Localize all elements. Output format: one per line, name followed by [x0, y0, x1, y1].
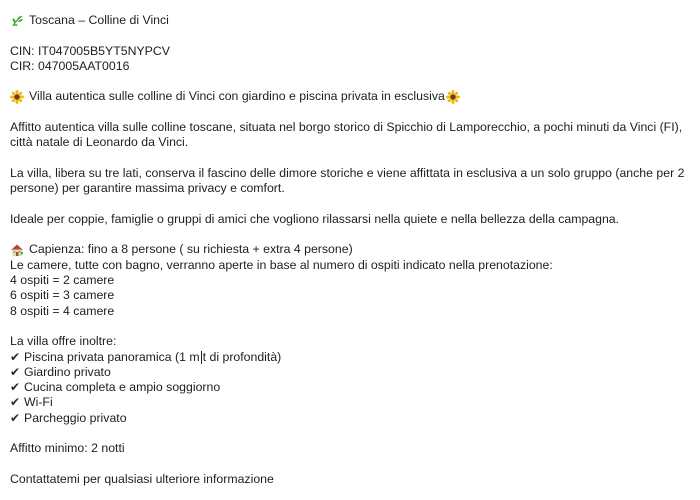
ideal-paragraph: Ideale per coppie, famiglie o gruppi di amici che vogliono rilassarsi nella quiete e nella bellezza della campagna.: [10, 211, 620, 226]
list-item: 4 ospiti = 2 camere: [10, 273, 115, 288]
offers-heading: La villa offre inoltre:: [10, 334, 117, 349]
list-item: ✔ Parcheggio privato: [10, 410, 127, 425]
list-item: 8 ospiti = 4 camere: [10, 303, 115, 318]
check-mark-icon: ✔: [10, 395, 21, 410]
minimum-stay: Affitto minimo: 2 notti: [10, 441, 125, 456]
cin-code: CIN: IT047005B5YT5NYPCV: [10, 43, 170, 58]
cir-code: CIR: 047005AAT0016: [10, 58, 130, 73]
contact-line: Contattatemi per qualsiasi ulteriore informazione: [10, 471, 274, 486]
text-cursor: [201, 351, 202, 364]
list-item: ✔ Cucina completa e ampio soggiorno: [10, 380, 221, 395]
check-mark-icon: ✔: [10, 349, 21, 364]
intro-paragraph: Affitto autentica villa sulle colline toscane, situata nel borgo storico di Spicchio di Lamporecchio, a pochi minuti da Vinci (FI), città natale di Leonardo da Vinci.: [10, 120, 683, 150]
rooms-note: Le camere, tutte con bagno, verranno aperte in base al numero di ospiti indicato nella prenotazione:: [10, 257, 553, 272]
check-mark-icon: ✔: [10, 380, 21, 395]
listing-title: Toscana – Colline di Vinci: [29, 13, 169, 27]
list-item: 6 ospiti = 3 camere: [10, 288, 115, 303]
list-item: ✔ Piscina privata panoramica (1 m t di profondità): [10, 349, 282, 364]
headline-line: [10, 89, 694, 104]
list-item: ✔ Wi-Fi: [10, 395, 53, 410]
listing-document: [10, 13, 694, 487]
list-item: ✔ Giardino privato: [10, 364, 111, 379]
house-icon: [10, 243, 24, 257]
title-line: [10, 13, 694, 28]
check-mark-icon: ✔: [10, 364, 21, 379]
capacity-line: [10, 242, 694, 257]
sunflower-icon: [10, 90, 24, 104]
capacity-text: Capienza: fino a 8 persone ( su richiesta + extra 4 persone): [29, 242, 353, 257]
headline-text: Villa autentica sulle colline di Vinci con giardino e piscina privata in esclusiva: [29, 89, 445, 104]
check-mark-icon: ✔: [10, 410, 21, 425]
sunflower-icon: [446, 90, 460, 104]
villa-paragraph: La villa, libera su tre lati, conserva il fascino delle dimore storiche e viene affittata in esclusiva a un solo gruppo (anche per 2 persone) per garantire massima privacy e comfort.: [10, 165, 685, 196]
herb-icon: [10, 14, 24, 28]
